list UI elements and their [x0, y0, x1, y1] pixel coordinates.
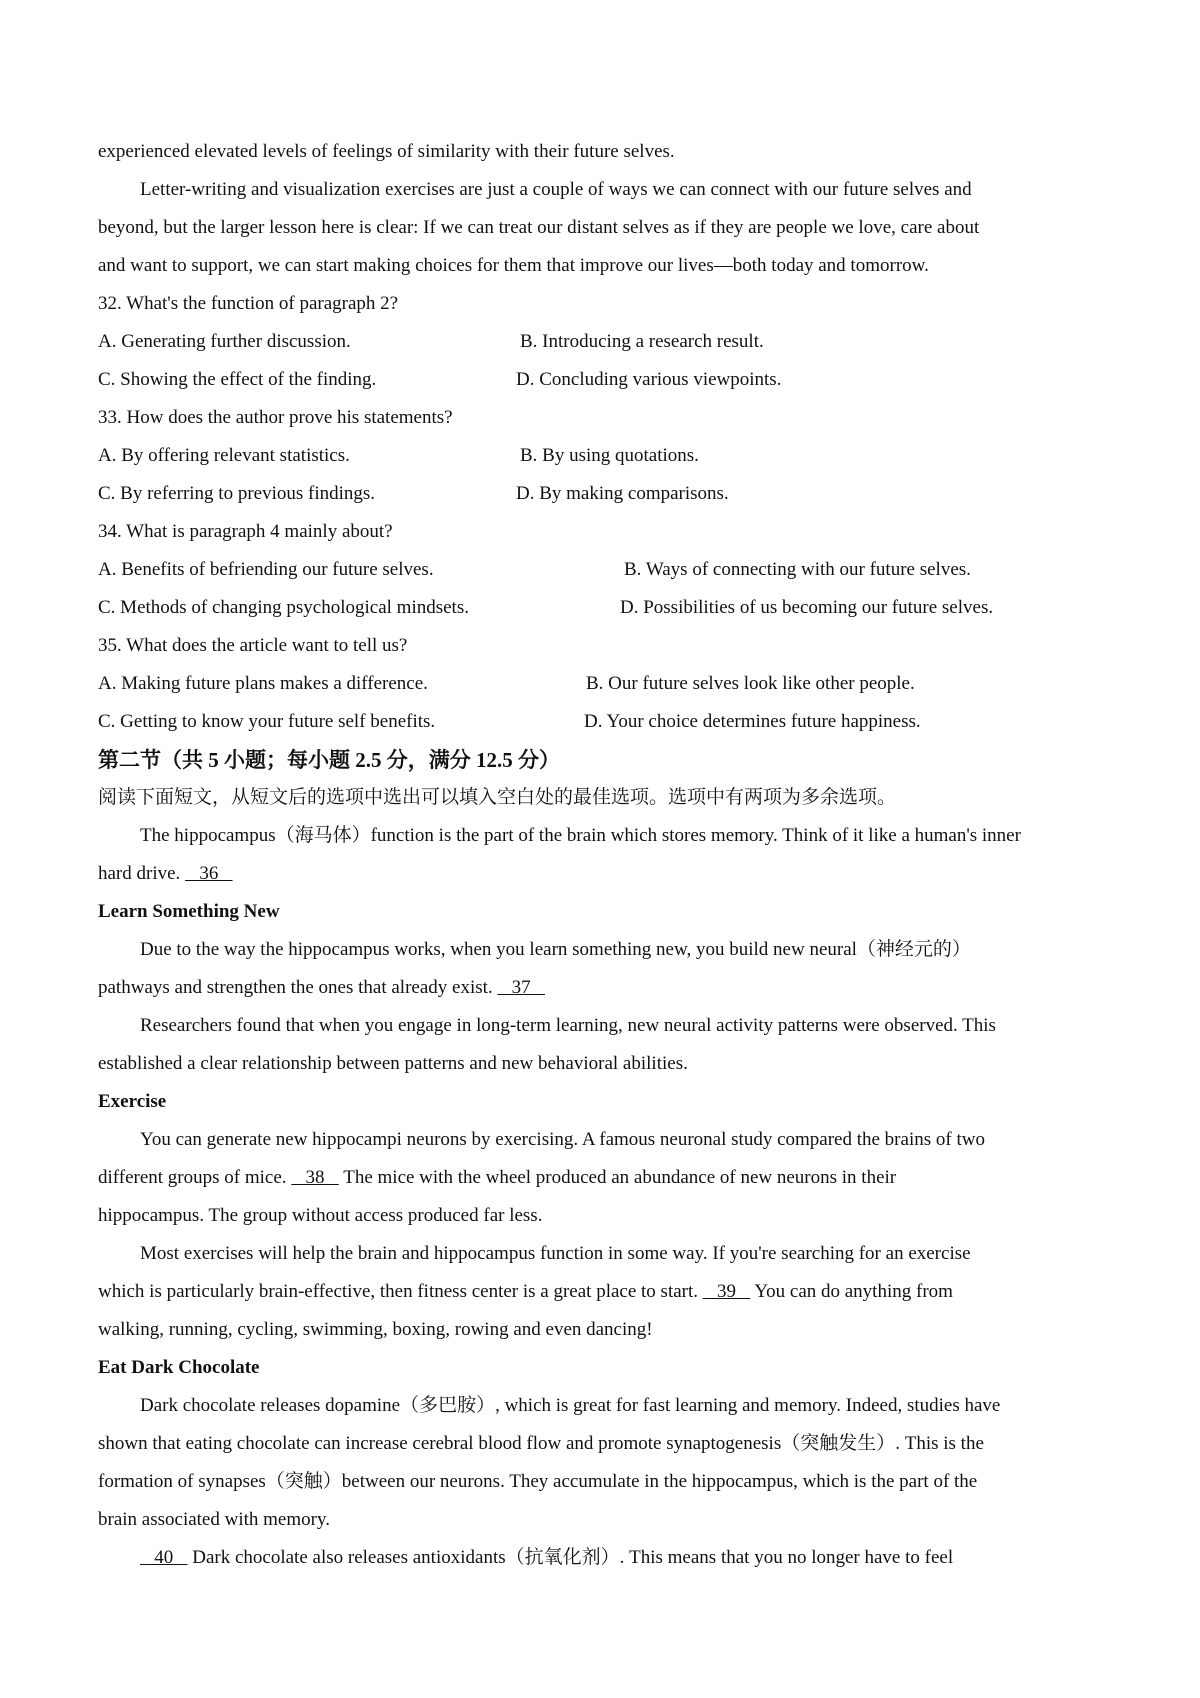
subheading-learn-something-new: Learn Something New	[98, 901, 280, 922]
passage-text: pathways and strengthen the ones that already exist.	[98, 977, 493, 998]
question-32-options-row-2	[98, 361, 1118, 399]
passage-text: hard drive.	[98, 863, 181, 884]
option-35-a: A. Making future plans makes a difference.	[98, 673, 428, 694]
subheading-eat-dark-chocolate: Eat Dark Chocolate	[98, 1357, 260, 1378]
passage-line: shown that eating chocolate can increase cerebral blood flow and promote synaptogenesis（突触发生）. This is the	[98, 1433, 984, 1454]
option-33-a: A. By offering relevant statistics.	[98, 445, 350, 466]
question-32-options-row-1	[98, 323, 1118, 361]
option-32-b: B. Introducing a research result.	[520, 331, 764, 352]
blank-39: 39	[702, 1281, 751, 1302]
option-33-b: B. By using quotations.	[520, 445, 699, 466]
section-2-title: 第二节（共 5 小题；每小题 2.5 分，满分 12.5 分）	[98, 748, 560, 772]
subheading-exercise: Exercise	[98, 1091, 167, 1112]
passage-line: walking, running, cycling, swimming, boxing, rowing and even dancing!	[98, 1319, 653, 1340]
passage-line: and want to support, we can start making choices for them that improve our lives—both today and tomorrow.	[98, 255, 929, 276]
passage-line: You can generate new hippocampi neurons by exercising. A famous neuronal study compared the brains of two	[140, 1129, 985, 1150]
question-35-stem: 35. What does the article want to tell us?	[98, 635, 408, 656]
passage-line: Most exercises will help the brain and hippocampus function in some way. If you're searching for an exercise	[140, 1243, 971, 1264]
passage-line: Due to the way the hippocampus works, when you learn something new, you build new neural（神经元的）	[140, 939, 971, 960]
option-33-c: C. By referring to previous findings.	[98, 483, 376, 504]
option-32-c: C. Showing the effect of the finding.	[98, 369, 377, 390]
passage-line: formation of synapses（突触）between our neurons. They accumulate in the hippocampus, which is the part of the	[98, 1471, 978, 1492]
passage-line	[98, 1159, 1118, 1197]
question-34-options-row-2	[98, 589, 1118, 627]
question-33-options-row-1	[98, 437, 1118, 475]
passage-text: different groups of mice.	[98, 1167, 287, 1188]
option-34-c: C. Methods of changing psychological mindsets.	[98, 597, 469, 618]
question-33-stem: 33. How does the author prove his statements?	[98, 407, 453, 428]
passage-line: Letter-writing and visualization exercises are just a couple of ways we can connect with our future selves and	[140, 179, 972, 200]
option-35-c: C. Getting to know your future self benefits.	[98, 711, 436, 732]
option-35-b: B. Our future selves look like other people.	[586, 673, 915, 694]
passage-line	[98, 855, 1118, 893]
passage-text: The mice with the wheel produced an abundance of new neurons in their	[343, 1167, 897, 1188]
passage-line	[98, 1273, 1118, 1311]
passage-line: beyond, but the larger lesson here is clear: If we can treat our distant selves as if they are people we love, care about	[98, 217, 980, 238]
option-35-d: D. Your choice determines future happiness.	[584, 711, 921, 732]
passage-text: Dark chocolate also releases antioxidants（抗氧化剂）. This means that you no longer have to feel	[192, 1547, 954, 1568]
passage-text: which is particularly brain-effective, then fitness center is a great place to start.	[98, 1281, 699, 1302]
passage-line: Researchers found that when you engage in long-term learning, new neural activity patterns were observed. This	[140, 1015, 996, 1036]
section-2-instruction: 阅读下面短文，从短文后的选项中选出可以填入空白处的最佳选项。选项中有两项为多余选项。	[98, 787, 897, 808]
question-35-options-row-2	[98, 703, 1118, 741]
blank-36: 36	[185, 863, 233, 884]
question-33-options-row-2	[98, 475, 1118, 513]
passage-line: hippocampus. The group without access produced far less.	[98, 1205, 543, 1226]
question-34-options-row-1	[98, 551, 1118, 589]
blank-40: 40	[140, 1547, 188, 1568]
passage-line: established a clear relationship between patterns and new behavioral abilities.	[98, 1053, 688, 1074]
blank-38: 38	[291, 1167, 339, 1188]
passage-text: You can do anything from	[754, 1281, 953, 1302]
passage-line: brain associated with memory.	[98, 1509, 330, 1530]
passage-line	[98, 969, 1118, 1007]
option-34-d: D. Possibilities of us becoming our future selves.	[620, 597, 994, 618]
option-32-a: A. Generating further discussion.	[98, 331, 351, 352]
blank-37: 37	[497, 977, 545, 998]
option-34-b: B. Ways of connecting with our future selves.	[624, 559, 971, 580]
question-32-stem: 32. What's the function of paragraph 2?	[98, 293, 399, 314]
option-34-a: A. Benefits of befriending our future selves.	[98, 559, 434, 580]
passage-line: The hippocampus（海马体）function is the part of the brain which stores memory. Think of it like a human's inner	[140, 825, 1021, 846]
option-32-d: D. Concluding various viewpoints.	[516, 369, 782, 390]
question-35-options-row-1	[98, 665, 1118, 703]
option-33-d: D. By making comparisons.	[516, 483, 729, 504]
page-content	[98, 133, 1118, 1577]
passage-line	[98, 1539, 1118, 1577]
passage-line: experienced elevated levels of feelings of similarity with their future selves.	[98, 141, 675, 162]
question-34-stem: 34. What is paragraph 4 mainly about?	[98, 521, 393, 542]
passage-line: Dark chocolate releases dopamine（多巴胺）, which is great for fast learning and memory. Indeed, studies have	[140, 1395, 1001, 1416]
